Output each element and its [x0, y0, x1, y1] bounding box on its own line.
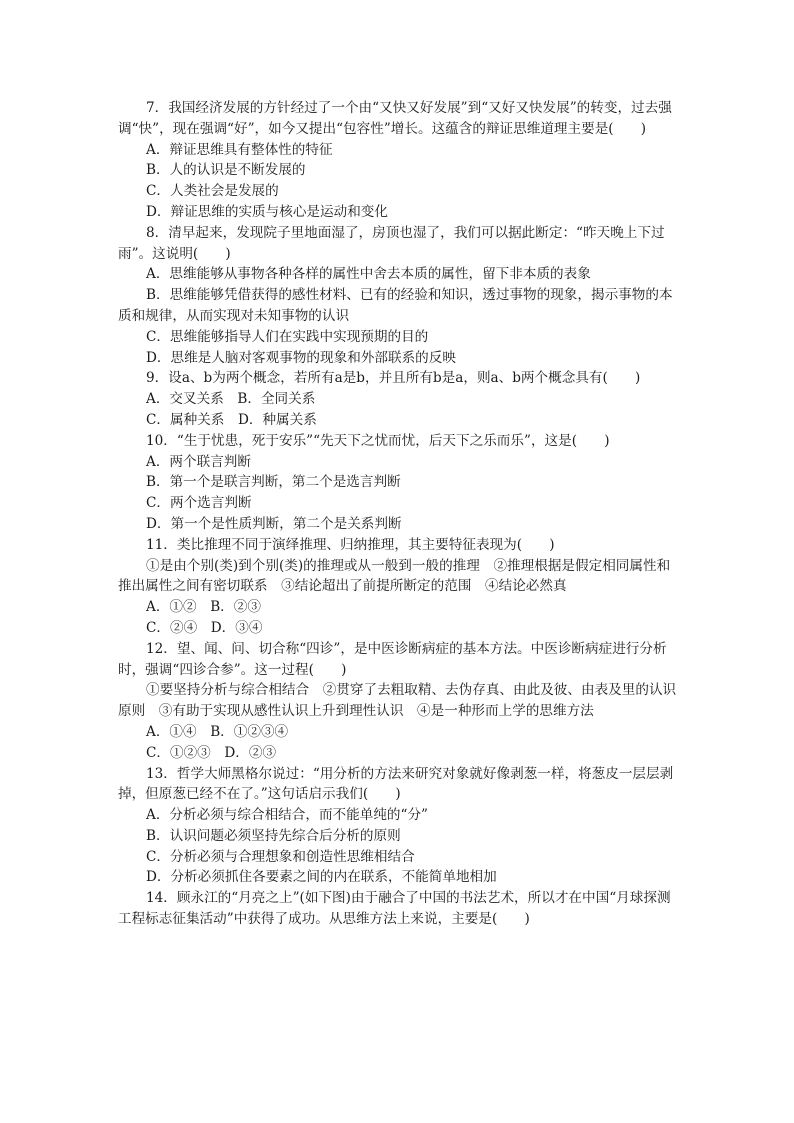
question-8-option-b: B．思维能够凭借获得的感性材料、已有的经验和知识，透过事物的现象，揭示事物的本质和规律，从而实现对未知事物的认识	[118, 287, 673, 324]
question-13-option-c: C．分析必须与合理想象和创造性思维相结合	[146, 848, 415, 865]
question-list	[118, 98, 678, 930]
question-12-options-ab: A．①④ B．①②③④	[146, 723, 289, 740]
question-9-stem: 9．设a、b为两个概念，若所有a是b，并且所有b是a，则a、b两个概念具有( )	[146, 370, 641, 387]
question-11-stem: 11．类比推理不同于演绎推理、归纳推理，其主要特征表现为( )	[146, 536, 555, 553]
question-13-stem: 13．哲学大师黑格尔说过：“用分析的方法来研究对象就好像剥葱一样，将葱皮一层层剥掉，但原葱已经不在了。”这句话启示我们( )	[118, 765, 674, 803]
question-9-options-cd: C．属种关系 D．种属关系	[146, 411, 317, 428]
question-8-option-c: C．思维能够指导人们在实践中实现预期的目的	[146, 328, 429, 345]
question-11-options-ab: A．①② B．②③	[146, 599, 261, 616]
question-7-option-d: D．辩证思维的实质与核心是运动和变化	[146, 203, 388, 220]
question-9-options-ab: A．交叉关系 B．全同关系	[146, 391, 316, 408]
question-10-option-c: C．两个选言判断	[146, 495, 252, 512]
question-7-option-c: C．人类社会是发展的	[146, 183, 279, 200]
question-8-option-d: D．思维是人脑对客观事物的现象和外部联系的反映	[146, 349, 456, 366]
question-12-stem: 12．望、闻、问、切合称“四诊”，是中医诊断病症的基本方法。中医诊断病症进行分析时，强调“四诊合参”。这一过程( )	[118, 640, 667, 678]
question-11-statements: ①是由个别(类)到个别(类)的推理或从一般到一般的推理 ②推理根据是假定相同属性和推出属性之间有密切联系 ③结论超出了前提所断定的范围 ④结论必然真	[118, 557, 671, 595]
question-11-options-cd: C．②④ D．③④	[146, 619, 263, 636]
question-10-stem: 10．“生于忧患，死于安乐”“先天下之忧而忧，后天下之乐而乐”，这是( )	[146, 432, 610, 449]
question-12-options-cd: C．①②③ D．②③	[146, 744, 277, 761]
question-13-option-b: B．认识问题必须坚持先综合后分析的原则	[146, 827, 401, 844]
question-10-option-b: B．第一个是联言判断，第二个是选言判断	[146, 474, 401, 491]
question-8-option-a: A．思维能够从事物各种各样的属性中舍去本质的属性，留下非本质的表象	[146, 266, 591, 283]
question-10-option-a: A．两个联言判断	[146, 453, 251, 470]
question-7-option-b: B．人的认识是不断发展的	[146, 162, 306, 179]
question-10-option-d: D．第一个是性质判断，第二个是关系判断	[146, 515, 402, 532]
question-13-option-d: D．分析必须抓住各要素之间的内在联系，不能简单地相加	[146, 869, 497, 886]
question-13-option-a: A．分析必须与综合相结合，而不能单纯的“分”	[146, 807, 428, 824]
question-14-stem: 14．顾永江的“月亮之上”(如下图)由于融合了中国的书法艺术，所以才在中国“月球探测工程标志征集活动”中获得了成功。从思维方法上来说，主要是( )	[118, 890, 671, 928]
question-8-stem: 8．清早起来，发现院子里地面湿了，房顶也湿了，我们可以据此断定：“昨天晚上下过雨”。这说明( )	[118, 224, 665, 262]
question-7-stem: 7．我国经济发展的方针经过了一个由“又快又好发展”到“又好又快发展”的转变，过去强调“快”，现在强调“好”，如今又提出“包容性”增长。这蕴含的辩证思维道理主要是( )	[118, 100, 672, 137]
question-12-statements: ①要坚持分析与综合相结合 ②贯穿了去粗取精、去伪存真、由此及彼、由表及里的认识原则 ③有助于实现从感性认识上升到理性认识 ④是一种形而上学的思维方法	[118, 682, 677, 720]
question-7-option-a: A．辩证思维具有整体性的特征	[146, 141, 333, 158]
